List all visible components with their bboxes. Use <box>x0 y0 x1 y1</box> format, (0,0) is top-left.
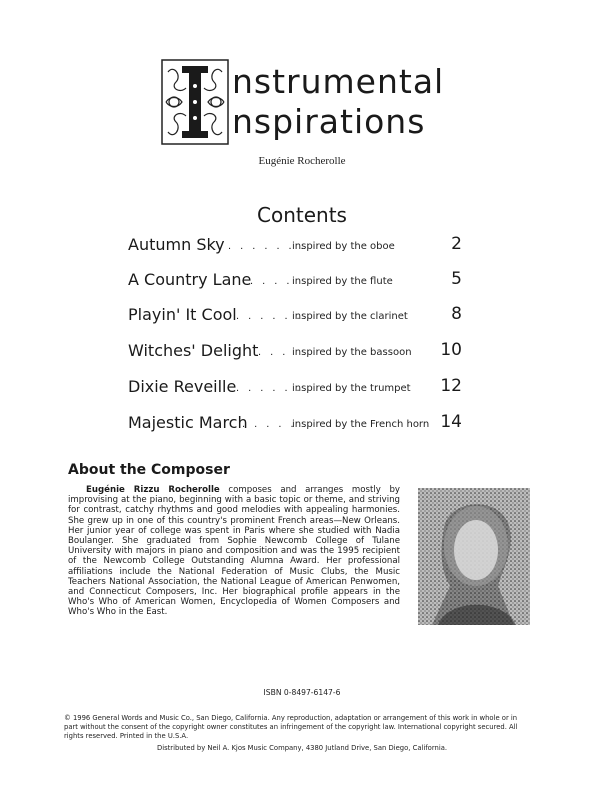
toc-title: Playin' It Cool <box>128 305 237 324</box>
toc-row <box>128 263 462 293</box>
toc-row <box>128 334 462 364</box>
toc-inspired-by: inspired by the trumpet <box>292 383 411 394</box>
toc-dots: . . . . . <box>242 418 297 430</box>
toc-dots: . . . . . . . <box>228 240 307 252</box>
toc-inspired-by: inspired by the bassoon <box>292 347 412 358</box>
toc-inspired-by: inspired by the flute <box>292 276 393 287</box>
toc-inspired-by: inspired by the clarinet <box>292 311 408 322</box>
title-line-1: nstrumental <box>232 62 445 101</box>
toc-page-number: 5 <box>451 269 462 289</box>
ornate-drop-cap-i <box>160 58 230 146</box>
title-line-2: nspirations <box>232 102 426 141</box>
toc-title: Autumn Sky <box>128 235 225 254</box>
toc-page-number: 14 <box>440 412 462 432</box>
contents-heading: Contents <box>257 203 347 227</box>
author-name: Eugénie Rocherolle <box>258 155 346 167</box>
copyright-notice: © 1996 General Words and Music Co., San Diego, California. Any reproduction, adaptation or arrangement of this work in whole or in part without the consent of the copyright owner constitutes an infringement of the copyright law. International copyright secured. All rights reserved. Printed in the U.S.A. <box>64 714 518 740</box>
toc-row <box>128 406 462 436</box>
about-text: composes and arranges mostly by improvising at the piano, beginning with a basic topic or theme, and striving for contrast, catchy rhythms and good melodies with appealing harmonies. She grew up in one of this country's prominent French areas—New Orleans. Her junior year of college was spent in Paris where she studied with Nadia Boulanger. She graduated from Sophie Newcomb College of Tulane University with majors in piano and composition and was the 1995 recipient of the Newcomb College Outstanding Alumna Award. Her professional affiliations include the National Federation of Music Clubs, the Music Teachers National Association, the National League of American Penwomen, and Connecticut Composers, Inc. Her biographical profile appears in the Who's Who of American Women, Encyclopedia of Women Composers and Who's Who in the East. <box>68 485 400 618</box>
toc-row <box>128 298 462 328</box>
toc-page-number: 2 <box>451 234 462 254</box>
composer-photo <box>418 488 530 625</box>
title-block <box>160 58 445 148</box>
toc-dots: . . . . <box>250 275 293 287</box>
toc-page-number: 10 <box>440 340 462 360</box>
toc-inspired-by: inspired by the oboe <box>292 241 395 252</box>
toc-dots: . . . . . . <box>236 310 303 322</box>
toc-inspired-by: inspired by the French horn <box>292 419 430 430</box>
toc-dots: . . . <box>258 346 289 358</box>
about-paragraph <box>68 485 400 618</box>
isbn: ISBN 0-8497-6147-6 <box>263 688 341 697</box>
toc-title: A Country Lane <box>128 270 252 289</box>
toc-dots: . . . . . . <box>236 382 303 394</box>
toc-title: Dixie Reveille <box>128 377 237 396</box>
distributor-line: Distributed by Neil A. Kjos Music Company, 4380 Jutland Drive, San Diego, California. <box>156 744 448 752</box>
toc-title: Witches' Delight <box>128 341 259 360</box>
toc-row <box>128 228 462 258</box>
toc-page-number: 8 <box>451 304 462 324</box>
toc-title: Majestic March <box>128 413 248 432</box>
toc-row <box>128 370 462 400</box>
toc-page-number: 12 <box>440 376 462 396</box>
about-heading: About the Composer <box>68 462 230 478</box>
composer-name: Eugénie Rizzu Rocherolle <box>86 485 220 495</box>
